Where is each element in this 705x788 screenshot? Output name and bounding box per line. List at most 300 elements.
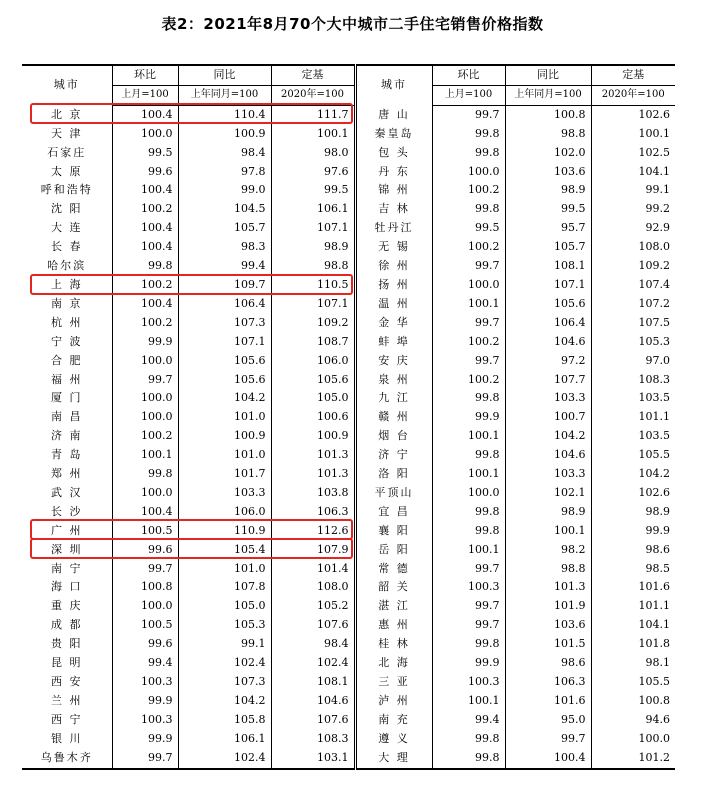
base-right-cell: 105.3 <box>591 333 675 352</box>
base-right-cell: 100.1 <box>591 125 675 144</box>
yoy-left-cell: 103.3 <box>178 484 271 503</box>
city-right-cell: 北 海 <box>355 654 432 673</box>
yoy-right-cell: 102.0 <box>505 144 591 163</box>
city-left-cell: 长 沙 <box>51 504 83 518</box>
base-right-cell: 108.0 <box>591 238 675 257</box>
city-right-cell: 大 理 <box>355 749 432 769</box>
city-right-cell: 湛 江 <box>355 597 432 616</box>
city-right-cell: 锦 州 <box>355 181 432 200</box>
base-right-cell: 102.5 <box>591 144 675 163</box>
page-title: 表2：2021年8月70个大中城市二手住宅销售价格指数 <box>161 15 544 33</box>
mom-right-cell: 99.8 <box>432 503 505 522</box>
table-row <box>22 181 675 200</box>
mom-right-cell: 99.7 <box>432 560 505 579</box>
mom-left-cell: 100.2 <box>112 276 178 295</box>
base-left-cell: 108.1 <box>271 673 355 692</box>
yoy-right-cell: 106.4 <box>505 314 591 333</box>
yoy-left-cell: 97.8 <box>178 163 271 182</box>
base-left-cell: 105.2 <box>271 597 355 616</box>
highlight-guangzhou <box>30 519 353 540</box>
mom-left-cell: 100.0 <box>112 125 178 144</box>
mom-right-cell: 100.0 <box>432 276 505 295</box>
yoy-right-cell: 98.8 <box>505 560 591 579</box>
table-row <box>22 389 675 408</box>
yoy-left-cell: 106.1 <box>178 730 271 749</box>
yoy-right-cell: 101.6 <box>505 692 591 711</box>
mom-left-cell: 99.5 <box>112 144 178 163</box>
base-right-cell: 101.1 <box>591 597 675 616</box>
mom-right-cell: 100.0 <box>432 163 505 182</box>
base-right-cell: 104.1 <box>591 163 675 182</box>
base-left-cell: 108.7 <box>271 333 355 352</box>
city-right-cell: 泉 州 <box>355 371 432 390</box>
yoy-right-cell: 95.0 <box>505 711 591 730</box>
city-right-cell: 惠 州 <box>355 616 432 635</box>
table-row <box>22 408 675 427</box>
table-row <box>22 295 675 314</box>
header-mom-sub-left: 上月=100 <box>112 85 178 105</box>
yoy-left-cell: 107.3 <box>178 673 271 692</box>
city-right-cell: 牡丹江 <box>355 219 432 238</box>
city-right-cell: 温 州 <box>355 295 432 314</box>
table-row <box>22 673 675 692</box>
base-right-cell: 99.2 <box>591 200 675 219</box>
table-row <box>22 427 675 446</box>
mom-right-cell: 99.8 <box>432 125 505 144</box>
yoy-right-cell: 100.7 <box>505 408 591 427</box>
city-left-cell: 天 津 <box>51 126 83 140</box>
city-right-cell: 洛 阳 <box>355 465 432 484</box>
base-right-cell: 100.8 <box>591 692 675 711</box>
mom-left-cell: 100.2 <box>112 200 178 219</box>
mom-left-cell: 99.9 <box>112 333 178 352</box>
base-right-cell: 99.1 <box>591 181 675 200</box>
yoy-right-cell: 105.6 <box>505 295 591 314</box>
mom-left-cell: 99.7 <box>112 749 178 769</box>
yoy-left-cell: 105.3 <box>178 616 271 635</box>
yoy-left-cell: 104.5 <box>178 200 271 219</box>
city-right-cell: 桂 林 <box>355 635 432 654</box>
mom-right-cell: 99.4 <box>432 711 505 730</box>
mom-right-cell: 100.1 <box>432 295 505 314</box>
city-right-cell: 烟 台 <box>355 427 432 446</box>
city-left-cell: 沈 阳 <box>51 202 83 216</box>
mom-right-cell: 100.1 <box>432 541 505 560</box>
base-left-cell: 106.3 <box>271 503 355 522</box>
mom-right-cell: 99.5 <box>432 219 505 238</box>
yoy-left-cell: 105.0 <box>178 597 271 616</box>
base-left-cell: 98.9 <box>271 238 355 257</box>
yoy-left-cell: 98.3 <box>178 238 271 257</box>
mom-left-cell: 100.0 <box>112 389 178 408</box>
yoy-right-cell: 103.3 <box>505 465 591 484</box>
header-city-left: 城市 <box>22 65 112 105</box>
yoy-left-cell: 102.4 <box>178 749 271 769</box>
city-left-cell: 长 春 <box>51 240 83 254</box>
yoy-left-cell: 105.4 <box>178 541 271 560</box>
mom-left-cell: 99.8 <box>112 257 178 276</box>
mom-right-cell: 100.1 <box>432 465 505 484</box>
city-right-cell: 扬 州 <box>355 276 432 295</box>
yoy-left-cell: 106.0 <box>178 503 271 522</box>
base-right-cell: 107.4 <box>591 276 675 295</box>
mom-right-cell: 100.2 <box>432 181 505 200</box>
table-row <box>22 560 675 579</box>
city-right-cell: 蚌 埠 <box>355 333 432 352</box>
mom-right-cell: 99.7 <box>432 616 505 635</box>
mom-left-cell: 100.4 <box>112 219 178 238</box>
city-left-cell: 重 庆 <box>51 599 83 613</box>
header-city-right: 城市 <box>355 65 432 105</box>
mom-left-cell: 99.8 <box>112 465 178 484</box>
city-left-cell: 厦 门 <box>51 391 83 405</box>
base-right-cell: 103.5 <box>591 389 675 408</box>
yoy-right-cell: 98.8 <box>505 125 591 144</box>
city-right-cell: 丹 东 <box>355 163 432 182</box>
mom-left-cell: 100.1 <box>112 446 178 465</box>
base-left-cell: 102.4 <box>271 654 355 673</box>
mom-left-cell: 100.0 <box>112 408 178 427</box>
header-row-main <box>22 65 675 85</box>
table-row <box>22 654 675 673</box>
city-right-cell: 岳 阳 <box>355 541 432 560</box>
city-right-cell: 襄 阳 <box>355 522 432 541</box>
yoy-right-cell: 98.9 <box>505 503 591 522</box>
city-left-cell: 南 京 <box>51 296 83 310</box>
header-mom-right: 环比 <box>432 65 505 85</box>
yoy-left-cell: 99.1 <box>178 635 271 654</box>
mom-right-cell: 99.8 <box>432 749 505 769</box>
city-right-cell: 无 锡 <box>355 238 432 257</box>
city-left-cell: 合 肥 <box>51 353 83 367</box>
mom-left-cell: 100.0 <box>112 352 178 371</box>
city-left-cell: 北 京 <box>51 107 83 121</box>
header-mom-sub-right: 上月=100 <box>432 85 505 105</box>
city-right-cell: 安 庆 <box>355 352 432 371</box>
city-left-cell: 南 昌 <box>51 410 83 424</box>
yoy-right-cell: 107.7 <box>505 371 591 390</box>
city-left-cell: 杭 州 <box>51 315 83 329</box>
table-row <box>22 711 675 730</box>
mom-left-cell: 99.9 <box>112 730 178 749</box>
table-row <box>22 314 675 333</box>
yoy-right-cell: 99.7 <box>505 730 591 749</box>
mom-right-cell: 99.9 <box>432 408 505 427</box>
base-left-cell: 108.0 <box>271 578 355 597</box>
table-row <box>22 597 675 616</box>
mom-right-cell: 100.2 <box>432 238 505 257</box>
base-right-cell: 108.3 <box>591 371 675 390</box>
city-left-cell: 福 州 <box>51 372 83 386</box>
yoy-left-cell: 101.7 <box>178 465 271 484</box>
mom-left-cell: 99.9 <box>112 692 178 711</box>
yoy-left-cell: 109.7 <box>178 276 271 295</box>
base-right-cell: 98.1 <box>591 654 675 673</box>
yoy-left-cell: 110.9 <box>178 522 271 541</box>
base-left-cell: 105.6 <box>271 371 355 390</box>
base-left-cell: 104.6 <box>271 692 355 711</box>
city-left-cell: 宁 波 <box>51 334 83 348</box>
city-left-cell: 大 连 <box>51 221 83 235</box>
base-left-cell: 105.0 <box>271 389 355 408</box>
mom-right-cell: 99.8 <box>432 635 505 654</box>
yoy-left-cell: 100.9 <box>178 427 271 446</box>
mom-left-cell: 99.6 <box>112 163 178 182</box>
yoy-right-cell: 103.6 <box>505 163 591 182</box>
city-right-cell: 九 江 <box>355 389 432 408</box>
city-left-cell: 呼和浩特 <box>40 183 93 197</box>
table-row <box>22 219 675 238</box>
mom-left-cell: 100.2 <box>112 314 178 333</box>
yoy-right-cell: 104.2 <box>505 427 591 446</box>
mom-right-cell: 100.2 <box>432 371 505 390</box>
yoy-right-cell: 100.4 <box>505 749 591 769</box>
base-left-cell: 100.9 <box>271 427 355 446</box>
mom-left-cell: 100.0 <box>112 484 178 503</box>
mom-left-cell: 100.2 <box>112 427 178 446</box>
base-right-cell: 98.6 <box>591 541 675 560</box>
mom-right-cell: 100.1 <box>432 692 505 711</box>
city-right-cell: 平顶山 <box>355 484 432 503</box>
table-row <box>22 730 675 749</box>
price-index-table <box>22 64 675 770</box>
yoy-left-cell: 107.1 <box>178 333 271 352</box>
city-left-cell: 郑 州 <box>51 467 83 481</box>
base-right-cell: 99.9 <box>591 522 675 541</box>
base-right-cell: 100.0 <box>591 730 675 749</box>
city-left-cell: 武 汉 <box>51 485 83 499</box>
mom-right-cell: 99.7 <box>432 314 505 333</box>
yoy-right-cell: 103.3 <box>505 389 591 408</box>
table-row <box>22 465 675 484</box>
mom-left-cell: 100.3 <box>112 711 178 730</box>
mom-right-cell: 99.8 <box>432 144 505 163</box>
base-left-cell: 107.1 <box>271 295 355 314</box>
mom-left-cell: 100.8 <box>112 578 178 597</box>
base-left-cell: 107.6 <box>271 711 355 730</box>
header-yoy-left: 同比 <box>178 65 271 85</box>
mom-left-cell: 100.5 <box>112 522 178 541</box>
base-right-cell: 102.6 <box>591 484 675 503</box>
city-left-cell: 上 海 <box>51 277 83 291</box>
mom-left-cell: 100.4 <box>112 295 178 314</box>
table-row <box>22 163 675 182</box>
table-row <box>22 333 675 352</box>
mom-right-cell: 99.7 <box>432 597 505 616</box>
mom-right-cell: 99.7 <box>432 257 505 276</box>
city-right-cell: 常 德 <box>355 560 432 579</box>
city-right-cell: 三 亚 <box>355 673 432 692</box>
mom-right-cell: 99.8 <box>432 389 505 408</box>
yoy-right-cell: 100.1 <box>505 522 591 541</box>
city-left-cell: 昆 明 <box>51 656 83 670</box>
yoy-left-cell: 104.2 <box>178 389 271 408</box>
table-row <box>22 484 675 503</box>
header-base-right: 定基 <box>591 65 675 85</box>
city-left-cell: 广 州 <box>51 523 83 537</box>
table-row <box>22 352 675 371</box>
yoy-right-cell: 106.3 <box>505 673 591 692</box>
base-left-cell: 101.3 <box>271 446 355 465</box>
base-right-cell: 104.1 <box>591 616 675 635</box>
yoy-left-cell: 107.3 <box>178 314 271 333</box>
base-left-cell: 103.8 <box>271 484 355 503</box>
yoy-right-cell: 105.7 <box>505 238 591 257</box>
base-left-cell: 107.9 <box>271 541 355 560</box>
city-right-cell: 韶 关 <box>355 578 432 597</box>
city-left-cell: 银 川 <box>51 731 83 745</box>
city-left-cell: 太 原 <box>51 164 83 178</box>
city-right-cell: 济 宁 <box>355 446 432 465</box>
base-right-cell: 101.8 <box>591 635 675 654</box>
yoy-right-cell: 97.2 <box>505 352 591 371</box>
mom-right-cell: 99.7 <box>432 352 505 371</box>
base-right-cell: 101.1 <box>591 408 675 427</box>
city-left-cell: 石家庄 <box>47 145 87 159</box>
mom-left-cell: 100.3 <box>112 673 178 692</box>
mom-right-cell: 100.3 <box>432 578 505 597</box>
base-left-cell: 110.5 <box>271 276 355 295</box>
table-row <box>22 200 675 219</box>
city-right-cell: 宜 昌 <box>355 503 432 522</box>
mom-right-cell: 100.2 <box>432 333 505 352</box>
mom-left-cell: 100.4 <box>112 181 178 200</box>
yoy-left-cell: 107.8 <box>178 578 271 597</box>
yoy-left-cell: 105.6 <box>178 371 271 390</box>
city-right-cell: 金 华 <box>355 314 432 333</box>
base-left-cell: 107.1 <box>271 219 355 238</box>
yoy-right-cell: 98.6 <box>505 654 591 673</box>
base-right-cell: 107.2 <box>591 295 675 314</box>
base-right-cell: 92.9 <box>591 219 675 238</box>
base-left-cell: 112.6 <box>271 522 355 541</box>
base-right-cell: 101.2 <box>591 749 675 769</box>
yoy-left-cell: 105.6 <box>178 352 271 371</box>
table-row <box>22 616 675 635</box>
base-right-cell: 102.6 <box>591 105 675 124</box>
city-left-cell: 南 宁 <box>51 561 83 575</box>
header-mom-left: 环比 <box>112 65 178 85</box>
mom-left-cell: 100.4 <box>112 238 178 257</box>
mom-left-cell: 99.7 <box>112 371 178 390</box>
base-left-cell: 100.1 <box>271 125 355 144</box>
base-right-cell: 98.5 <box>591 560 675 579</box>
yoy-left-cell: 99.0 <box>178 181 271 200</box>
base-right-cell: 105.5 <box>591 446 675 465</box>
table-row <box>22 238 675 257</box>
city-left-cell: 贵 阳 <box>51 637 83 651</box>
yoy-left-cell: 100.9 <box>178 125 271 144</box>
base-right-cell: 94.6 <box>591 711 675 730</box>
mom-right-cell: 100.1 <box>432 427 505 446</box>
mom-right-cell: 99.7 <box>432 105 505 124</box>
mom-left-cell: 100.4 <box>112 503 178 522</box>
yoy-right-cell: 98.2 <box>505 541 591 560</box>
yoy-right-cell: 101.3 <box>505 578 591 597</box>
table-row <box>22 635 675 654</box>
base-left-cell: 107.6 <box>271 616 355 635</box>
mom-right-cell: 99.8 <box>432 730 505 749</box>
base-left-cell: 103.1 <box>271 749 355 769</box>
yoy-right-cell: 102.1 <box>505 484 591 503</box>
city-left-cell: 西 宁 <box>51 712 83 726</box>
base-right-cell: 105.5 <box>591 673 675 692</box>
base-left-cell: 101.4 <box>271 560 355 579</box>
yoy-left-cell: 110.4 <box>178 105 271 124</box>
header-yoy-right: 同比 <box>505 65 591 85</box>
base-right-cell: 103.5 <box>591 427 675 446</box>
header-base-left: 定基 <box>271 65 355 85</box>
yoy-left-cell: 99.4 <box>178 257 271 276</box>
header-yoy-sub-left: 上年同月=100 <box>178 85 271 105</box>
mom-left-cell: 100.4 <box>112 105 178 124</box>
yoy-right-cell: 108.1 <box>505 257 591 276</box>
highlight-shenzhen <box>30 538 353 559</box>
header-base-sub-right: 2020年=100 <box>591 85 675 105</box>
yoy-right-cell: 107.1 <box>505 276 591 295</box>
table-body <box>22 105 675 768</box>
city-left-cell: 哈尔滨 <box>47 259 87 273</box>
yoy-left-cell: 101.0 <box>178 408 271 427</box>
base-left-cell: 111.7 <box>271 105 355 124</box>
header-base-sub-left: 2020年=100 <box>271 85 355 105</box>
city-right-cell: 秦皇岛 <box>355 125 432 144</box>
mom-right-cell: 99.8 <box>432 522 505 541</box>
table-row <box>22 446 675 465</box>
table-row <box>22 125 675 144</box>
mom-left-cell: 99.7 <box>112 560 178 579</box>
city-left-cell: 深 圳 <box>51 542 83 556</box>
mom-left-cell: 100.5 <box>112 616 178 635</box>
city-right-cell: 南 充 <box>355 711 432 730</box>
yoy-right-cell: 95.7 <box>505 219 591 238</box>
city-left-cell: 乌鲁木齐 <box>22 749 112 769</box>
base-right-cell: 98.9 <box>591 503 675 522</box>
yoy-left-cell: 102.4 <box>178 654 271 673</box>
city-left-cell: 西 安 <box>51 675 83 688</box>
base-right-cell: 97.0 <box>591 352 675 371</box>
yoy-right-cell: 100.8 <box>505 105 591 124</box>
base-left-cell: 101.3 <box>271 465 355 484</box>
base-left-cell: 99.5 <box>271 181 355 200</box>
city-left-cell: 济 南 <box>51 429 83 443</box>
table-row <box>22 578 675 597</box>
table-row <box>22 692 675 711</box>
base-left-cell: 100.6 <box>271 408 355 427</box>
city-left-cell: 成 都 <box>51 618 83 632</box>
yoy-right-cell: 99.5 <box>505 200 591 219</box>
city-right-cell: 泸 州 <box>355 692 432 711</box>
base-left-cell: 98.0 <box>271 144 355 163</box>
highlight-shanghai <box>30 274 353 295</box>
table-row <box>22 749 675 769</box>
base-left-cell: 98.8 <box>271 257 355 276</box>
yoy-left-cell: 105.7 <box>178 219 271 238</box>
city-right-cell: 唐 山 <box>355 105 432 124</box>
city-right-cell: 徐 州 <box>355 257 432 276</box>
yoy-right-cell: 104.6 <box>505 333 591 352</box>
city-right-cell: 吉 林 <box>355 200 432 219</box>
mom-right-cell: 99.8 <box>432 200 505 219</box>
mom-left-cell: 99.6 <box>112 541 178 560</box>
base-right-cell: 101.6 <box>591 578 675 597</box>
table-row <box>22 144 675 163</box>
base-left-cell: 97.6 <box>271 163 355 182</box>
base-left-cell: 106.1 <box>271 200 355 219</box>
yoy-left-cell: 104.2 <box>178 692 271 711</box>
mom-right-cell: 99.8 <box>432 446 505 465</box>
city-right-cell: 包 头 <box>355 144 432 163</box>
